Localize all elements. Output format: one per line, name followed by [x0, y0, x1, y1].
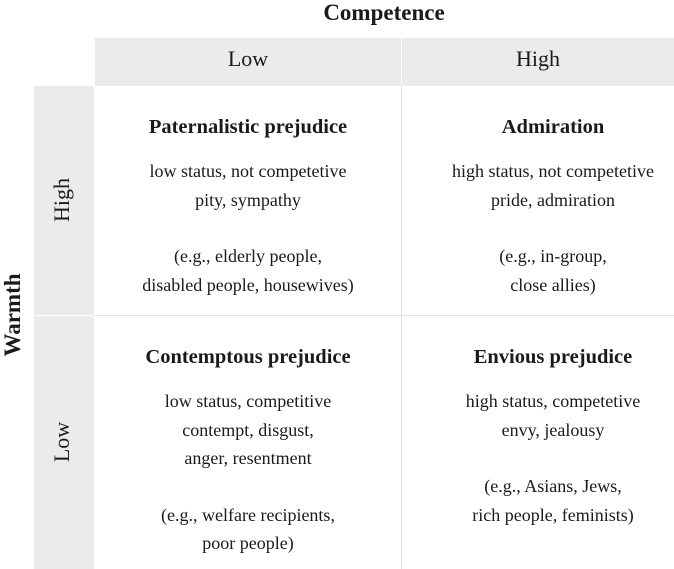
cell-paternalistic-prejudice — [95, 113, 401, 299]
cell-status: low status, competitive — [164, 391, 332, 411]
vertical-divider — [401, 86, 402, 569]
column-header-high: High — [402, 38, 674, 86]
cell-status: high status, not competetive — [452, 161, 654, 181]
cell-envious-prejudice — [432, 343, 674, 529]
cell-examples-line: rich people, feminists) — [472, 504, 634, 525]
cell-emotions: pity, sympathy — [195, 189, 301, 210]
cell-title: Contemptous prejudice — [145, 346, 351, 368]
row-header-high — [34, 86, 94, 315]
cell-emotions: contempt, disgust, — [182, 419, 314, 440]
row-header-low — [34, 316, 94, 569]
cell-examples-line: (e.g., in-group, — [499, 246, 607, 266]
cell-examples-line: (e.g., Asians, Jews, — [484, 476, 622, 496]
warmth-axis-title — [0, 250, 26, 380]
cell-title: Envious prejudice — [473, 346, 633, 368]
warmth-axis-title-label: Warmth — [0, 273, 25, 357]
cell-title: Paternalistic prejudice — [148, 116, 348, 138]
cell-examples-line: disabled people, housewives) — [142, 274, 354, 295]
horizontal-divider — [94, 315, 674, 316]
cell-examples-line: poor people) — [202, 533, 294, 553]
cell-status: high status, competetive — [465, 391, 641, 411]
cell-contemptous-prejudice — [95, 343, 401, 558]
cell-emotions: envy, jealousy — [501, 419, 605, 440]
cell-examples-line: (e.g., welfare recipients, — [161, 504, 335, 525]
cell-examples-line: (e.g., elderly people, — [174, 246, 322, 266]
row-header-low-label: Low — [49, 421, 74, 463]
column-header-low: Low — [95, 38, 401, 86]
cell-status: low status, not competetive — [149, 161, 347, 181]
cell-emotions: pride, admiration — [491, 189, 615, 210]
cell-emotions: anger, resentment — [184, 448, 312, 468]
cell-admiration — [432, 113, 674, 299]
row-header-high-label: High — [49, 178, 74, 222]
cell-title: Admiration — [501, 116, 605, 138]
cell-examples-line: close allies) — [510, 274, 596, 295]
competence-axis-title: Competence — [323, 0, 445, 25]
